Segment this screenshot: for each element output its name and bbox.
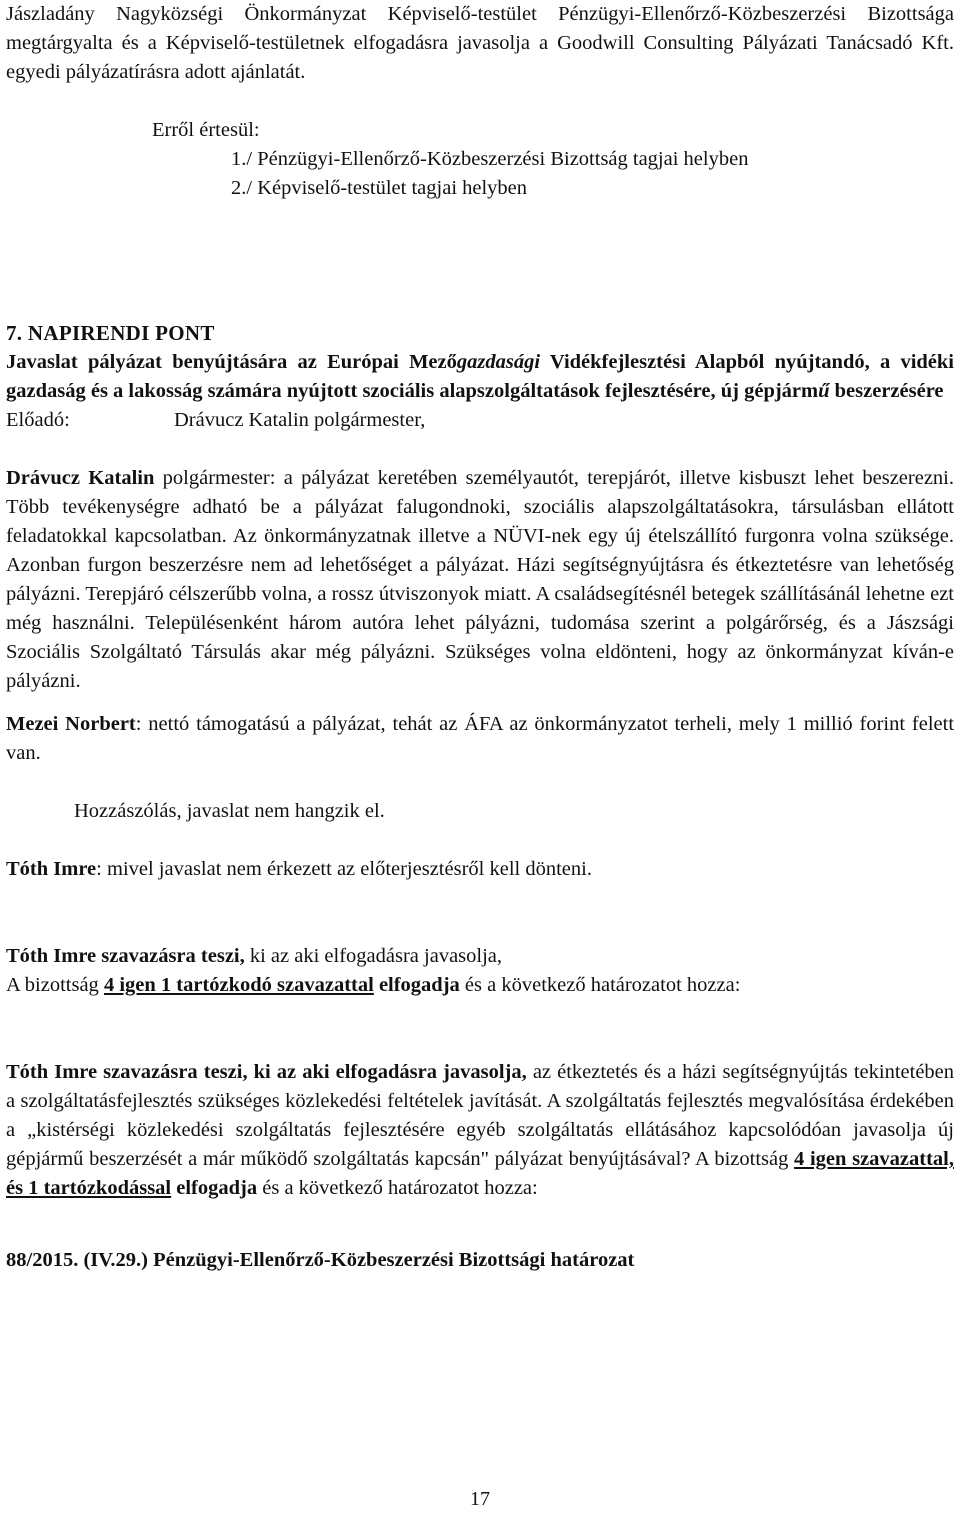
vote-count: 4 igen szavazattal, és 1 tartózkodással	[6, 1148, 954, 1199]
presenter-name: Drávucz Katalin polgármester,	[174, 409, 426, 431]
agenda-title-italic-b: ű	[818, 380, 830, 402]
speaker-name: Drávucz Katalin	[6, 467, 155, 489]
speech-paragraph-4	[6, 855, 954, 884]
resolution-heading: 88/2015. (IV.29.) Pénzügyi-Ellenőrző-Közbeszerzési Bizottsági határozat	[6, 1249, 635, 1271]
speech-text: : mivel javaslat nem érkezett az előterjesztésről kell dönteni.	[96, 858, 592, 880]
agenda-title-part-a: Javaslat pályázat benyújtására az Európai Mező	[6, 351, 457, 373]
vote-result-a: A bizottság	[6, 974, 104, 996]
agenda-heading: 7. NAPIRENDI PONT	[6, 321, 215, 345]
speech-text: polgármester: a pályázat keretében személyautót, terepjárót, illetve kisbuszt lehet beszerezni. Több tevékenységre adható be a pályázat falugondnoki, szociális alapszolgáltatásokra, társulásban ellátott feladatokkal kapcsolatban. Az önkormányzatnak illetve a NÜVI-nek egy új ételszállító furgonra volna szüksége. Azonban furgon beszerzésre nem ad lehetőséget a pályázat. Házi segítségnyújtásra és étkeztetésre van lehetőség pályázni. Terepjáró célszerűbb volna, a rossz útviszonyok miatt. A családsegítésnél betegek szállításánál lehetne ezt még használni. Településenként három autóra lehet pályázni, tudomása szerint a polgárőrség, és a Jászsági Szociális Szolgáltató Társulás akar még pályázni. Szükséges volna eldönteni, hogy az önkormányzat kíván-e pályázni.	[6, 467, 954, 692]
speech-paragraph-1	[6, 464, 954, 696]
vote-count: 4 igen 1 tartózkodó szavazattal	[103, 974, 374, 996]
agenda-title	[6, 348, 954, 406]
agenda-title-part-c: beszerzésére	[829, 380, 944, 402]
vote-accepts: elfogadja	[378, 974, 460, 996]
no-comment-line: Hozzászólás, javaslat nem hangzik el.	[74, 800, 385, 822]
vote-text: az étkeztetés és a házi segítségnyújtás tekintetében a szolgáltatásfejlesztés szükséges közlekedési feltételek javítását. A szolgáltatás fejlesztés megvalósítása érdekében a „kistérségi közlekedési szolgáltatás fejlesztésére egyéb szolgáltatás ellátásához kapcsolódóan javasolja új gépjármű beszerzését a már működő szolgáltatás kapcsán" pályázat benyújtásával? A bizottság	[6, 1061, 955, 1170]
notify-heading: Erről értesül:	[152, 119, 260, 141]
notify-item-1: 1./ Pénzügyi-Ellenőrző-Közbeszerzési Bizottság tagjai helyben	[231, 148, 749, 170]
vote-result	[6, 971, 954, 1000]
agenda-title-part-b: Vidékfejlesztési Alapból nyújtandó, a vidéki gazdaság és a lakosság számára nyújtott szociális alapszolgáltatások fejlesztésére, új gépjárm	[6, 351, 954, 402]
presenter-line	[6, 406, 954, 435]
vote-lead	[6, 942, 954, 971]
vote-result-c: és a következő határozatot hozza:	[459, 974, 741, 996]
vote-accepts: elfogadja	[171, 1177, 258, 1199]
vote-lead-rest: ki az aki elfogadásra javasolja,	[244, 945, 503, 967]
notify-block	[6, 116, 954, 203]
page-number: 17	[470, 1488, 490, 1510]
speech-paragraph-2	[6, 710, 954, 768]
vote-lead-bold: Tóth Imre szavazásra teszi, ki az aki elfogadásra javasolja,	[6, 1061, 527, 1083]
presenter-label: Előadó:	[6, 409, 70, 431]
document-page	[6, 0, 954, 1275]
notify-item-2: 2./ Képviselő-testület tagjai helyben	[231, 177, 528, 199]
vote-lead-bold: Tóth Imre szavazásra teszi,	[6, 945, 245, 967]
speaker-name: Mezei Norbert	[6, 713, 136, 735]
speech-text: : nettó támogatású a pályázat, tehát az ÁFA az önkormányzatot terheli, mely 1 millió forint felett van.	[6, 713, 955, 764]
vote-tail: és a következő határozatot hozza:	[257, 1177, 538, 1199]
vote-block-2	[6, 1058, 954, 1203]
speaker-name: Tóth Imre	[6, 858, 97, 880]
agenda-block	[6, 319, 954, 435]
vote-block-1	[6, 942, 954, 1000]
agenda-title-italic-a: gazdasági	[456, 351, 541, 373]
intro-paragraph: Jászladány Nagyközségi Önkormányzat Képviselő-testület Pénzügyi-Ellenőrző-Közbeszerzési Bizottsága megtárgyalta és a Képviselő-testületnek elfogadásra javasolja a Goodwill Consulting Pályázati Tanácsadó Kft. egyedi pályázatírásra adott ajánlatát.	[6, 3, 954, 83]
